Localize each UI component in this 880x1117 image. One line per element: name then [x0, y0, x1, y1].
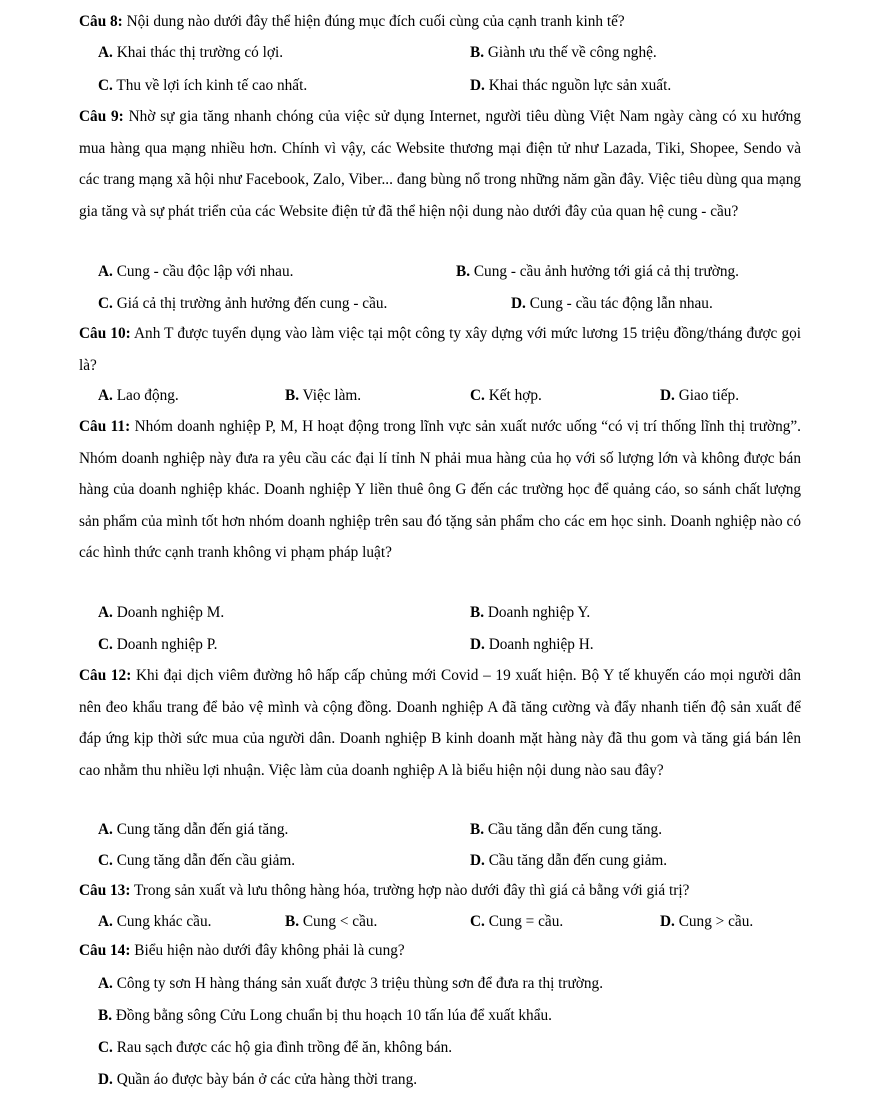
option-c: C. Cung tăng dẫn đến cầu giảm.	[98, 852, 296, 869]
question-label: Câu 14:	[79, 942, 131, 959]
question-text: Nhờ sự gia tăng nhanh chóng của việc sử dụng Internet, người tiêu dùng Việt Nam ngày càng có xu hướng mua hàng qua mạng nhiều hơn. Chính vì vậy, các Website thương mại điện tử như Lazada, Tiki, Shopee, Sendo và các trang mạng xã hội như Facebook, Zalo, Viber... đang bùng nổ trong những năm gần đây. Việc tiêu dùng qua mạng gia tăng và sự phát triển của các Website điện tử đã thể hiện nội dung nào dưới đây của quan hệ cung - cầu?	[79, 108, 801, 220]
question-text: Nội dung nào dưới đây thể hiện đúng mục đích cuối cùng của cạnh tranh kinh tế?	[122, 13, 625, 30]
option-b: B. Cung - cầu ảnh hưởng tới giá cả thị trường.	[456, 263, 740, 280]
question-text: Biểu hiện nào dưới đây không phải là cung?	[130, 942, 405, 959]
question-label: Câu 10:	[79, 325, 131, 342]
option-b: B. Giành ưu thế về công nghệ.	[470, 44, 657, 61]
question-label: Câu 8:	[79, 13, 123, 30]
question-text: Anh T được tuyển dụng vào làm việc tại một công ty xây dựng với mức lương 15 triệu đồng/tháng được gọi là?	[79, 325, 801, 374]
option-a: A. Doanh nghiệp M.	[98, 604, 225, 621]
option-a: A. Khai thác thị trường có lợi.	[98, 44, 284, 61]
option-d: D. Cầu tăng dẫn đến cung giảm.	[470, 852, 668, 869]
option-a: A. Công ty sơn H hàng tháng sản xuất được 3 triệu thùng sơn để đưa ra thị trường.	[98, 975, 604, 992]
option-b: B. Cầu tăng dẫn đến cung tăng.	[470, 821, 663, 838]
option-a: A. Cung - cầu độc lập với nhau.	[98, 263, 294, 280]
question-label: Câu 11:	[79, 418, 131, 435]
option-d: D. Quần áo được bày bán ở các cửa hàng thời trang.	[98, 1071, 418, 1088]
option-c: C. Giá cả thị trường ảnh hưởng đến cung - cầu.	[98, 295, 388, 312]
option-b: B. Doanh nghiệp Y.	[470, 604, 591, 621]
question-text: Trong sản xuất và lưu thông hàng hóa, trường hợp nào dưới đây thì giá cả bằng với giá trị?	[130, 882, 690, 899]
option-d: D. Giao tiếp.	[660, 387, 740, 404]
question-13	[79, 875, 801, 907]
option-b: B. Đồng bằng sông Cửu Long chuẩn bị thu hoạch 10 tấn lúa để xuất khẩu.	[98, 1007, 552, 1024]
option-d: D. Cung - cầu tác động lẫn nhau.	[511, 295, 713, 312]
option-c: C. Kết hợp.	[470, 387, 542, 404]
question-10	[79, 318, 801, 381]
question-label: Câu 9:	[79, 108, 124, 125]
question-9	[79, 101, 801, 227]
option-c: C. Doanh nghiệp P.	[98, 636, 218, 653]
question-12	[79, 660, 801, 786]
option-a: A. Cung tăng dẫn đến giá tăng.	[98, 821, 289, 838]
option-c: C. Cung = cầu.	[470, 913, 564, 930]
question-label: Câu 13:	[79, 882, 131, 899]
option-a: A. Cung khác cầu.	[98, 913, 212, 930]
question-14	[79, 935, 801, 967]
option-d: D. Doanh nghiệp H.	[470, 636, 594, 653]
option-d: D. Khai thác nguồn lực sản xuất.	[470, 77, 672, 94]
option-c: C. Rau sạch được các hộ gia đình trồng để ăn, không bán.	[98, 1039, 453, 1056]
question-11	[79, 411, 801, 569]
option-b: B. Cung < cầu.	[285, 913, 378, 930]
option-b: B. Việc làm.	[285, 387, 362, 404]
option-a: A. Lao động.	[98, 387, 179, 404]
question-text: Nhóm doanh nghiệp P, M, H hoạt động trong lĩnh vực sản xuất nước uống “có vị trí thống lĩnh thị trường”. Nhóm doanh nghiệp này đưa ra yêu cầu các đại lí tỉnh N phải mua hàng của họ với số lượng lớn và không được bán hàng của doanh nghiệp khác. Doanh nghiệp Y liền thuê ông G đến các trường học để quảng cáo, so sánh chất lượng sản phẩm của mình tốt hơn nhóm doanh nghiệp trên sau đó tặng sản phẩm cho các em học sinh. Doanh nghiệp nào có các hình thức cạnh tranh không vi phạm pháp luật?	[79, 418, 802, 561]
question-label: Câu 12:	[79, 667, 132, 684]
option-d: D. Cung > cầu.	[660, 913, 754, 930]
question-8	[79, 6, 801, 38]
question-text: Khi đại dịch viêm đường hô hấp cấp chủng mới Covid – 19 xuất hiện. Bộ Y tế khuyến cáo mọi người dân nên đeo khẩu trang để bảo vệ mình và cộng đồng. Doanh nghiệp A đã tăng cường và đẩy nhanh tiến độ sản xuất để đáp ứng kịp thời sức mua của người dân. Doanh nghiệp B kinh doanh mặt hàng này đã thu gom và tăng giá bán lên cao nhằm thu nhiều lợi nhuận. Việc làm của doanh nghiệp A là biểu hiện nội dung nào sau đây?	[79, 667, 802, 779]
option-c: C. Thu về lợi ích kinh tế cao nhất.	[98, 77, 308, 94]
